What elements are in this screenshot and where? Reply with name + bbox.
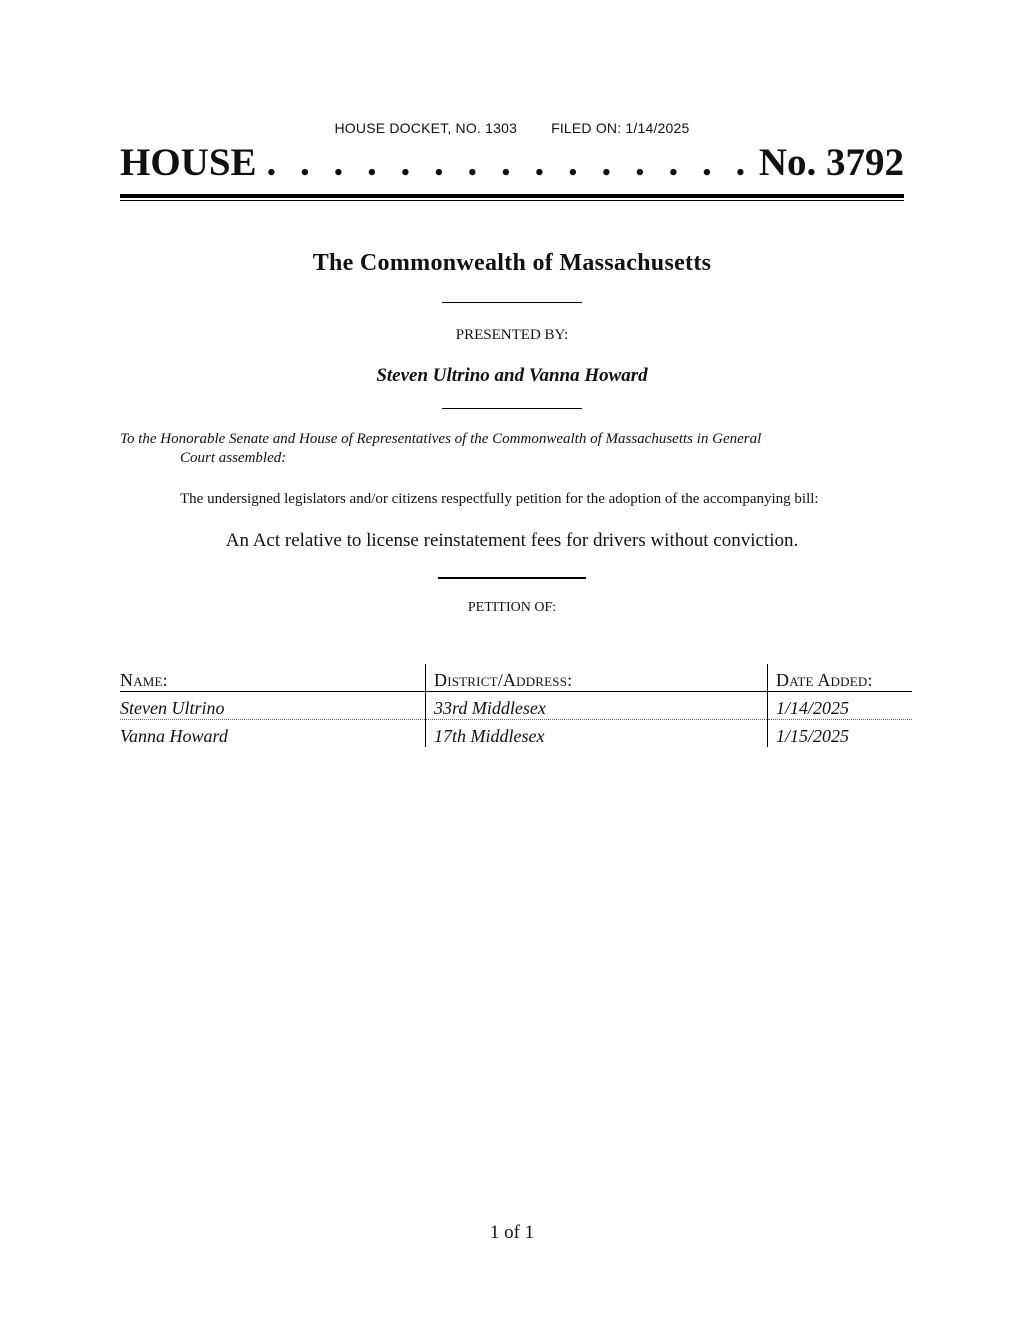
petitioner-date: 1/15/2025	[768, 720, 913, 748]
docket-number: HOUSE DOCKET, NO. 1303	[334, 120, 518, 136]
bill-number: No. 3792	[758, 141, 904, 184]
petitioners-table	[120, 664, 912, 747]
header-rule-thin	[120, 200, 904, 201]
sponsors-names: Steven Ultrino and Vanna Howard	[376, 365, 648, 386]
column-header-date: Date Added:	[768, 664, 913, 692]
petitioner-district: 33rd Middlesex	[426, 692, 768, 720]
divider-rule	[442, 302, 582, 303]
petitioner-name: Vanna Howard	[120, 726, 228, 746]
act-title: An Act relative to license reinstatement fees for drivers without conviction.	[225, 530, 799, 551]
chamber-name: HOUSE	[120, 141, 257, 184]
leader-dots: . . . . . . . . . . . . . . .	[266, 141, 753, 184]
petitioner-date: 1/14/2025	[768, 692, 913, 720]
petitioner-district: 17th Middlesex	[426, 720, 768, 748]
act-rule	[438, 577, 586, 579]
header-rule-thick	[120, 194, 904, 198]
page-number: 1 of 1	[489, 1222, 535, 1243]
petition-statement: The undersigned legislators and/or citizens respectfully petition for the adoption of the accompanying bill:	[180, 491, 819, 507]
table-header-row	[120, 664, 912, 692]
commonwealth-title: The Commonwealth of Massachusetts	[312, 250, 712, 276]
filed-date: FILED ON: 1/14/2025	[551, 120, 690, 136]
salutation-line: To the Honorable Senate and House of Representatives of the Commonwealth of Massachusetts in General	[120, 431, 762, 447]
column-header-district: District/Address:	[426, 664, 768, 692]
column-header-name: Name:	[120, 664, 426, 692]
petition-of-label: PETITION OF:	[467, 600, 557, 615]
bill-header	[120, 140, 904, 192]
divider-rule	[442, 408, 582, 409]
salutation	[120, 430, 900, 468]
docket-line	[0, 120, 1024, 136]
salutation-line: Court assembled:	[180, 450, 287, 466]
table-row	[120, 692, 912, 720]
petitioner-name: Steven Ultrino	[120, 692, 426, 720]
presented-by-label: PRESENTED BY:	[455, 327, 569, 343]
table-row	[120, 720, 912, 748]
